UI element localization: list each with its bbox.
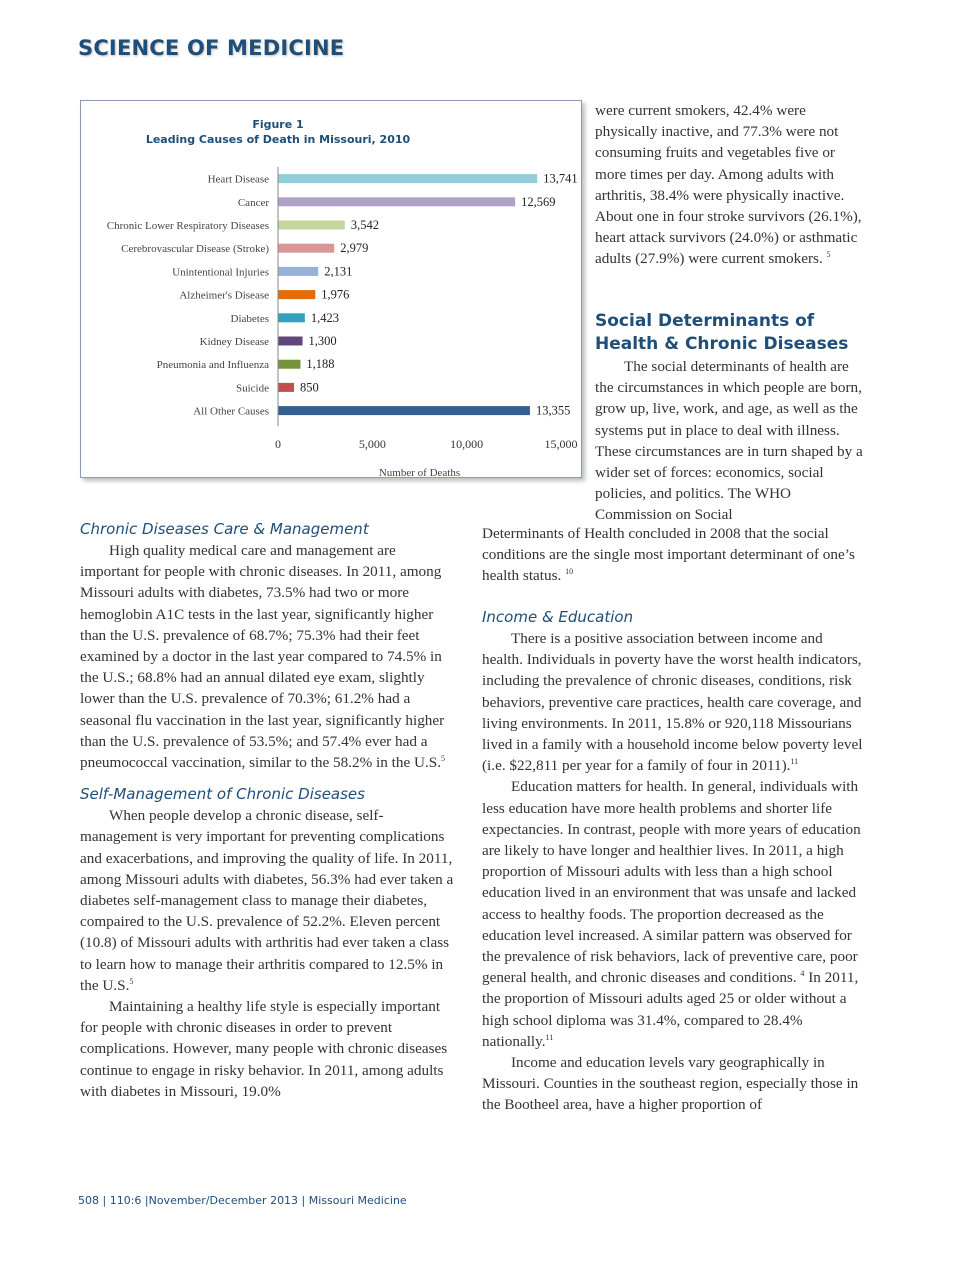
category-label: Suicide [236,382,269,395]
heading-income-education: Income & Education [482,608,634,626]
running-head: SCIENCE OF MEDICINE [78,36,345,60]
paragraph-social-a: The social determinants of health are the circumstances in which people are born, grow up, live, work, and age, as well as the systems put in place to deal with illness. These circumstances are in turn shaped by a wider set of forces: economics, social policies, and politics. The WHO Commission on Social [595,358,863,524]
citation: 4 [800,969,805,979]
paragraph-healthy-lifestyle: Maintaining a healthy life style is especially important for people with chronic diseases in order to prevent complications. However, many people with chronic diseases continue to engage in risky behavior. In 2011, among adults with diabetes in Missouri, 19.0% [80,998,448,1100]
left-column [80,518,458,1102]
value-label: 2,979 [340,241,369,256]
heading-social-determinants: Social Determinants of Health & Chronic Diseases [595,311,849,354]
chart-svg [81,101,583,479]
category-label: Kidney Disease [199,336,269,348]
citation: 11 [545,1032,554,1042]
figure-label: Figure 1 [252,118,304,131]
category-label: Alzheimer's Disease [179,289,269,302]
category-label: Chronic Lower Respiratory Diseases [106,220,269,232]
bar [278,197,515,206]
citation: 5 [441,753,446,763]
value-label: 1,188 [306,357,335,372]
value-label: 1,423 [310,310,339,325]
chart-title: Leading Causes of Death in Missouri, 2010 [145,133,411,146]
bar [278,383,294,392]
value-label: 3,542 [350,218,379,232]
x-axis-title: Number of Deaths [378,467,461,479]
category-label: Cerebrovascular Disease (Stroke) [121,243,269,256]
heading-chronic-care: Chronic Diseases Care & Management [80,520,369,538]
right-column-top [595,100,865,270]
category-label: Unintentional Injuries [172,266,269,279]
right-column-wide [482,523,867,587]
tick-label: 5,000 [358,437,386,452]
value-label: 13,741 [543,171,578,186]
citation: 10 [565,567,574,577]
value-label: 850 [300,380,319,395]
tick-label: 0 [275,437,281,452]
citation: 11 [790,757,799,767]
bar [278,290,315,299]
bar [278,267,318,276]
paragraph-social-b: Determinants of Health concluded in 2008 that the social conditions are the single most important determinant of one’s health status. $^{10}$ [482,525,855,585]
value-label: 13,355 [535,403,571,418]
paragraph-education: Education matters for health. In general, individuals with less education have more health problems and shorter life expectancies. In contrast, people with more years of education are likely to have longer and healthier lives. In 2011, a high proportion of Missouri adults with less than a high school education lived in an environment that was unsafe and lacked access to healthy foods. The proportion decreased as the education level increased. A similar pattern was observed for the prevalence of risk behaviors, lack of preventive care, poor general health, and chronic diseases and conditions. $^4$ In 2011, the proportion of Missouri adults aged 25 or older without a high school diploma was 31.4%, compared to 28.4% nationally.$^{11}$ [482,778,861,1050]
tick-label: 15,000 [544,437,578,452]
category-label: Pneumonia and Influenza [156,359,269,372]
citation: 5 [826,250,831,260]
bar [278,360,300,369]
bar [278,174,537,183]
heading-self-management: Self-Management of Chronic Diseases [80,785,365,804]
category-label: Heart Disease [207,173,269,186]
paragraph-self-management: When people develop a chronic disease, self-management is very important for preventing complications and exacerbations, and improving the quality of life. In 2011, among Missouri adults with diabetes, 56.3% had ever taken a diabetes self-management class to manage their diabetes, compaired to the U.S. prevalence of 52.2%. Eleven percent (10.8) of Missouri adults with arthritis had ever taken a class to learn how to manage their arthritis compared to 12.5% in the U.S.$^5$ [80,807,454,994]
paragraph-geography: Income and education levels vary geographically in Missouri. Counties in the southeast region, especially those in the Bootheel area, have a higher proportion of [482,1054,859,1114]
page-footer: 508 | 110:6 |November/December 2013 | Missouri Medicine [78,1194,407,1207]
bar [278,221,345,230]
tick-label: 10,000 [450,437,484,452]
right-column-social [595,310,865,526]
category-label: Diabetes [230,312,269,325]
citation: 5 [129,976,134,986]
category-label: All Other Causes [193,405,269,418]
value-label: 1,976 [321,287,350,302]
category-label: Cancer [237,196,269,209]
value-label: 12,569 [521,194,556,209]
bar [278,313,305,322]
value-label: 2,131 [324,264,353,279]
paragraph-smokers: were current smokers, 42.4% were physically inactive, and 77.3% were not consuming fruits and vegetables five or more times per day. Among adults with arthritis, 38.4% were physically inactive. About one in four stroke survivors (26.1%), heart attack survivors (24.0%) or asthmatic adults (27.9%) were current smokers. $^5$ [595,102,862,268]
bar [278,406,530,415]
paragraph-chronic-care: High quality medical care and management are important for people with chronic diseases. In 2011, among Missouri adults with diabetes, 73.5% had two or more hemoglobin A1C tests in the last year, significantly higher than the U.S. prevalence of 68.7%; 75.3% had their feet examined by a doctor in the last year compared to 74.5% in the U.S.; 68.8% had an annual dilated eye exam, slightly lower than the U.S. prevalence of 70.3%; 61.2% had a seasonal flu vaccination in the last year, significantly higher than the U.S. prevalence of 53.5%; and 57.4% ever had a pneumococcal vaccination, similar to the 58.2% in the U.S.$^5$ [80,542,446,772]
figure-1 [80,100,582,478]
bar [278,337,303,346]
right-column-income [482,606,867,1116]
paragraph-income: There is a positive association between income and health. Individuals in poverty have the worst health indicators, including the prevalence of chronic diseases, conditions, risk behaviors, preventive care practices, health care coverage, and living environments. In 2011, 15.8% or 920,118 Missourians lived in a family with a household income below poverty level (i.e. $22,811 per year for a family of four in 2011).$^{11}$ [482,630,863,775]
bar [278,244,334,253]
value-label: 1,300 [308,334,337,348]
